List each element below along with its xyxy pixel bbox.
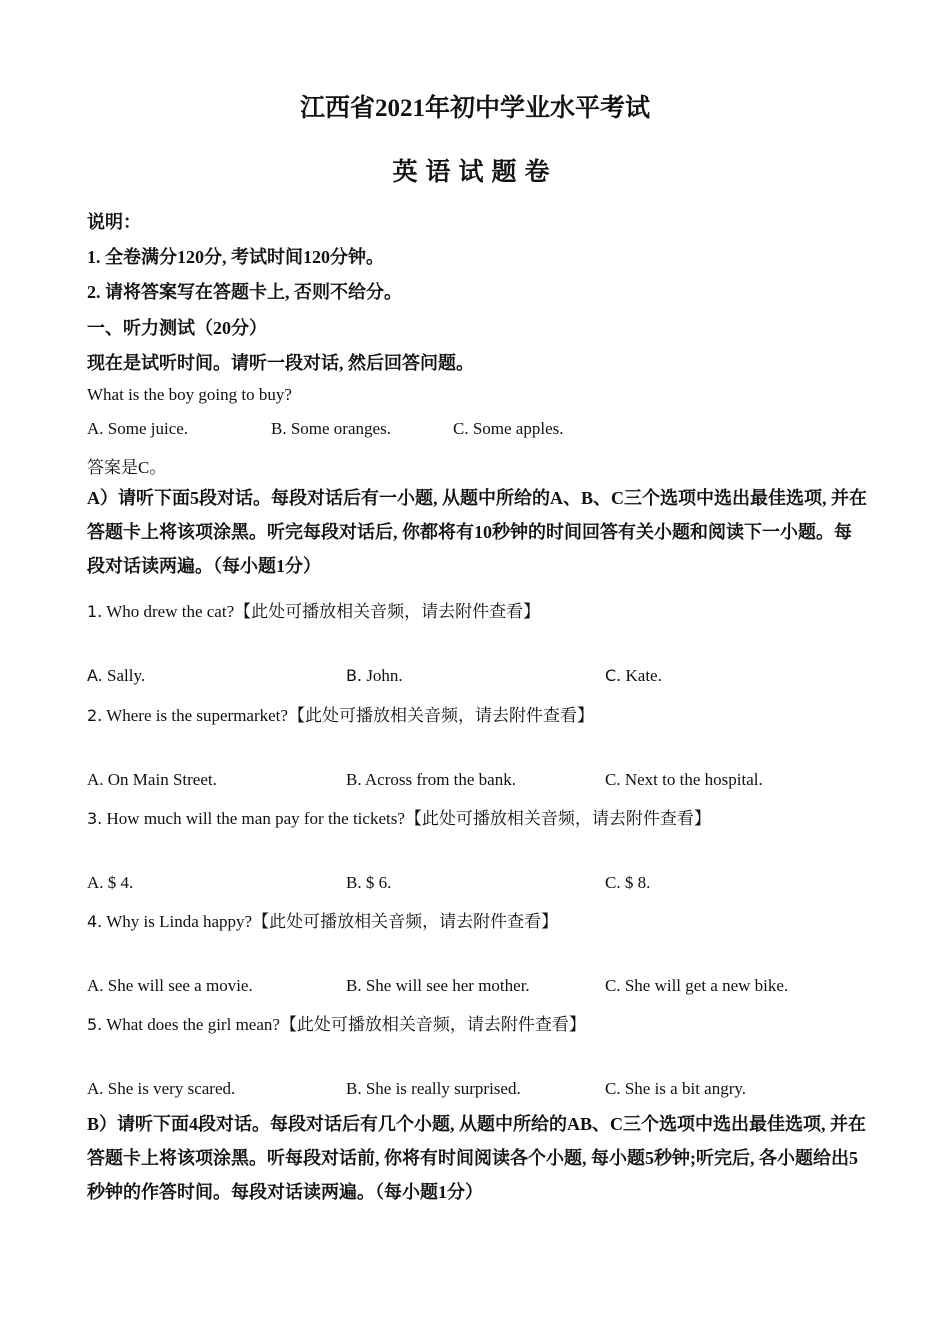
trial-question: What is the boy going to buy? — [87, 385, 292, 404]
part-b-instructions: B）请听下面4段对话。每段对话后有几个小题, 从题中所给的AB、C三个选项中选出最佳选项, 并在答题卡上将该项涂黑。听每段对话前, 你将有时间阅读各个小题, 每小题5秒钟;听完后, 各小题给出5秒钟的作答时间。每段对话读两遍。（每小题1分） — [87, 1114, 867, 1202]
option-b: B. John. — [346, 666, 403, 685]
option-b: B. She is really surprised. — [346, 1079, 521, 1098]
question-number: 2. — [87, 706, 103, 725]
option-c: C. $ 8. — [605, 873, 651, 892]
trial-option: B. Some oranges. — [271, 419, 391, 438]
question-text: Where is the supermarket? — [106, 706, 288, 725]
question-number: 3. — [87, 809, 103, 828]
section-heading: 一、听力测试（20分） — [87, 318, 267, 338]
question-2 — [87, 701, 594, 726]
audio-note: 【此处可播放相关音频，请去附件查看】 — [234, 602, 541, 621]
option-c: C. She is a bit angry. — [605, 1079, 747, 1098]
page-subtitle: 英语试题卷 — [392, 159, 558, 186]
option-a: A. She is very scared. — [87, 1079, 236, 1098]
trial-intro: 现在是试听时间。请听一段对话, 然后回答问题。 — [87, 353, 474, 373]
question-text: What does the girl mean? — [106, 1015, 280, 1034]
page-title: 江西省2021年初中学业水平考试 — [299, 95, 650, 122]
question-number: 4. — [87, 912, 103, 931]
option-b: B. She will see her mother. — [346, 976, 530, 995]
option-a: A. She will see a movie. — [87, 976, 253, 995]
option-c: C. Kate. — [605, 666, 662, 685]
option-b: B. Across from the bank. — [346, 770, 516, 789]
option-c: C. She will get a new bike. — [605, 976, 789, 995]
part-a-instructions: A）请听下面5段对话。每段对话后有一小题, 从题中所给的A、B、C三个选项中选出最佳选项, 并在答题卡上将该项涂黑。听完每段对话后, 你都将有10秒钟的时间回答有关小题和阅读下一小题。每段对话读两遍。（每小题1分） — [87, 488, 867, 576]
question-3 — [87, 804, 711, 829]
note-item: 2. 请将答案写在答题卡上, 否则不给分。 — [87, 282, 402, 302]
notes-heading: 说明： — [87, 212, 141, 232]
question-4 — [87, 907, 558, 932]
question-1 — [87, 597, 540, 622]
trial-option: A. Some juice. — [87, 419, 189, 438]
audio-note: 【此处可播放相关音频，请去附件查看】 — [252, 912, 559, 931]
audio-note: 【此处可播放相关音频，请去附件查看】 — [404, 809, 711, 828]
option-a: A. Sally. — [87, 666, 146, 685]
question-number: 1. — [87, 602, 103, 621]
option-a: A. On Main Street. — [87, 770, 217, 789]
option-a: A. $ 4. — [87, 873, 134, 892]
question-text: How much will the man pay for the tickets? — [106, 809, 405, 828]
trial-option: C. Some apples. — [453, 419, 564, 438]
trial-answer: 答案是C。 — [87, 458, 167, 477]
question-text: Why is Linda happy? — [106, 912, 253, 931]
question-number: 5. — [87, 1015, 103, 1034]
note-item: 1. 全卷满分120分, 考试时间120分钟。 — [87, 247, 384, 267]
option-b: B. $ 6. — [346, 873, 392, 892]
option-c: C. Next to the hospital. — [605, 770, 763, 789]
question-5 — [87, 1010, 586, 1035]
question-text: Who drew the cat? — [106, 602, 235, 621]
audio-note: 【此处可播放相关音频，请去附件查看】 — [287, 706, 594, 725]
audio-note: 【此处可播放相关音频，请去附件查看】 — [279, 1015, 586, 1034]
